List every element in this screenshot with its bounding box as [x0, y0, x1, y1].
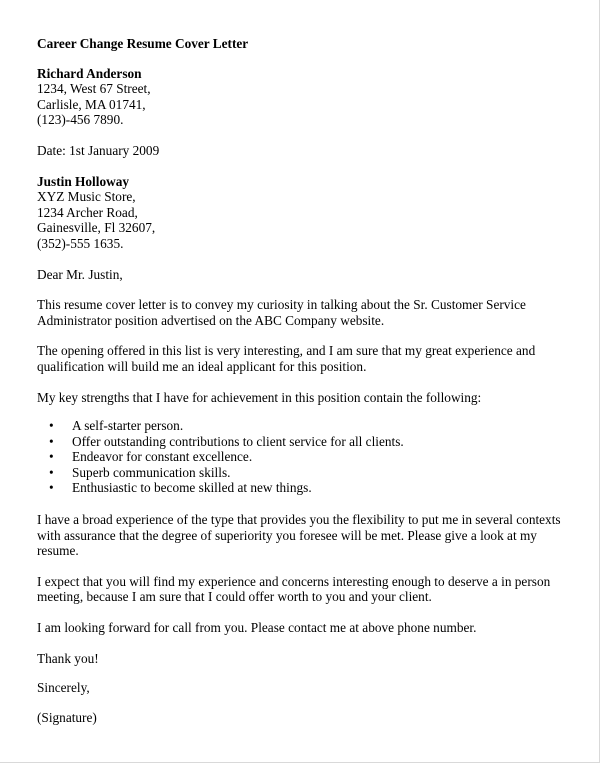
letter-date: Date: 1st January 2009 [37, 142, 160, 158]
paragraph-interest-line: This resume cover letter is to convey my curiosity in talking about the Sr. Customer Service [37, 297, 526, 313]
paragraph-opening [37, 343, 577, 374]
recipient-company: XYZ Music Store, [37, 189, 136, 205]
sender-block [37, 66, 577, 128]
signature: (Signature) [37, 709, 97, 725]
thanks: Thank you! [37, 650, 99, 666]
strength-item [49, 434, 577, 450]
paragraph-experience-line: I have a broad experience of the type that provides you the flexibility to put me in several contexts [37, 512, 561, 528]
paragraph-interest-line: Administrator position advertised on the ABC Company website. [37, 312, 385, 328]
sender-address-line2: Carlisle, MA 01741, [37, 96, 146, 112]
paragraph-opening-line: The opening offered in this list is very interesting, and I am sure that my great experience and [37, 343, 536, 359]
paragraph-experience-line: resume. [37, 543, 79, 559]
bullet-icon: • [49, 418, 54, 434]
document-title: Career Change Resume Cover Letter [37, 36, 249, 51]
paragraph-meeting-line: meeting, because I am sure that I could offer worth to you and your client. [37, 589, 432, 605]
strength-text: A self-starter person. [72, 418, 184, 434]
strength-text: Offer outstanding contributions to client service for all clients. [72, 433, 404, 449]
recipient-block [37, 174, 577, 252]
paragraph-contact: I am looking forward for call from you. Please contact me at above phone number. [37, 620, 477, 636]
strengths-intro: My key strengths that I have for achievement in this position contain the following: [37, 389, 482, 405]
paragraph-experience-line: with assurance that the degree of superiority you foresee will be met. Please give a look at my [37, 527, 537, 543]
strengths-list [37, 418, 577, 496]
sender-phone: (123)-456 7890. [37, 112, 124, 128]
strength-text: Superb communication skills. [72, 464, 231, 480]
recipient-address-line2: Gainesville, Fl 32607, [37, 220, 156, 236]
signoff: Sincerely, [37, 680, 90, 696]
strength-item [49, 449, 577, 465]
paragraph-meeting [37, 574, 577, 605]
recipient-phone: (352)-555 1635. [37, 235, 124, 251]
bullet-icon: • [49, 464, 54, 480]
recipient-name: Justin Holloway [37, 173, 129, 189]
cover-letter [37, 36, 577, 739]
recipient-address-line1: 1234 Archer Road, [37, 204, 138, 220]
bullet-icon: • [49, 433, 54, 449]
salutation: Dear Mr. Justin, [37, 266, 123, 282]
strength-text: Endeavor for constant excellence. [72, 449, 253, 465]
paragraph-interest [37, 297, 577, 328]
sender-address-line1: 1234, West 67 Street, [37, 81, 151, 97]
bullet-icon: • [49, 449, 54, 465]
strength-text: Enthusiastic to become skilled at new things. [72, 480, 312, 496]
bullet-icon: • [49, 480, 54, 496]
sender-name: Richard Anderson [37, 65, 142, 81]
strength-item [49, 480, 577, 496]
strength-item [49, 465, 577, 481]
paragraph-experience [37, 512, 577, 559]
paragraph-opening-line: qualification will build me an ideal applicant for this position. [37, 358, 367, 374]
paragraph-meeting-line: I expect that you will find my experience and concerns interesting enough to deserve a in person [37, 573, 551, 589]
strength-item [49, 418, 577, 434]
